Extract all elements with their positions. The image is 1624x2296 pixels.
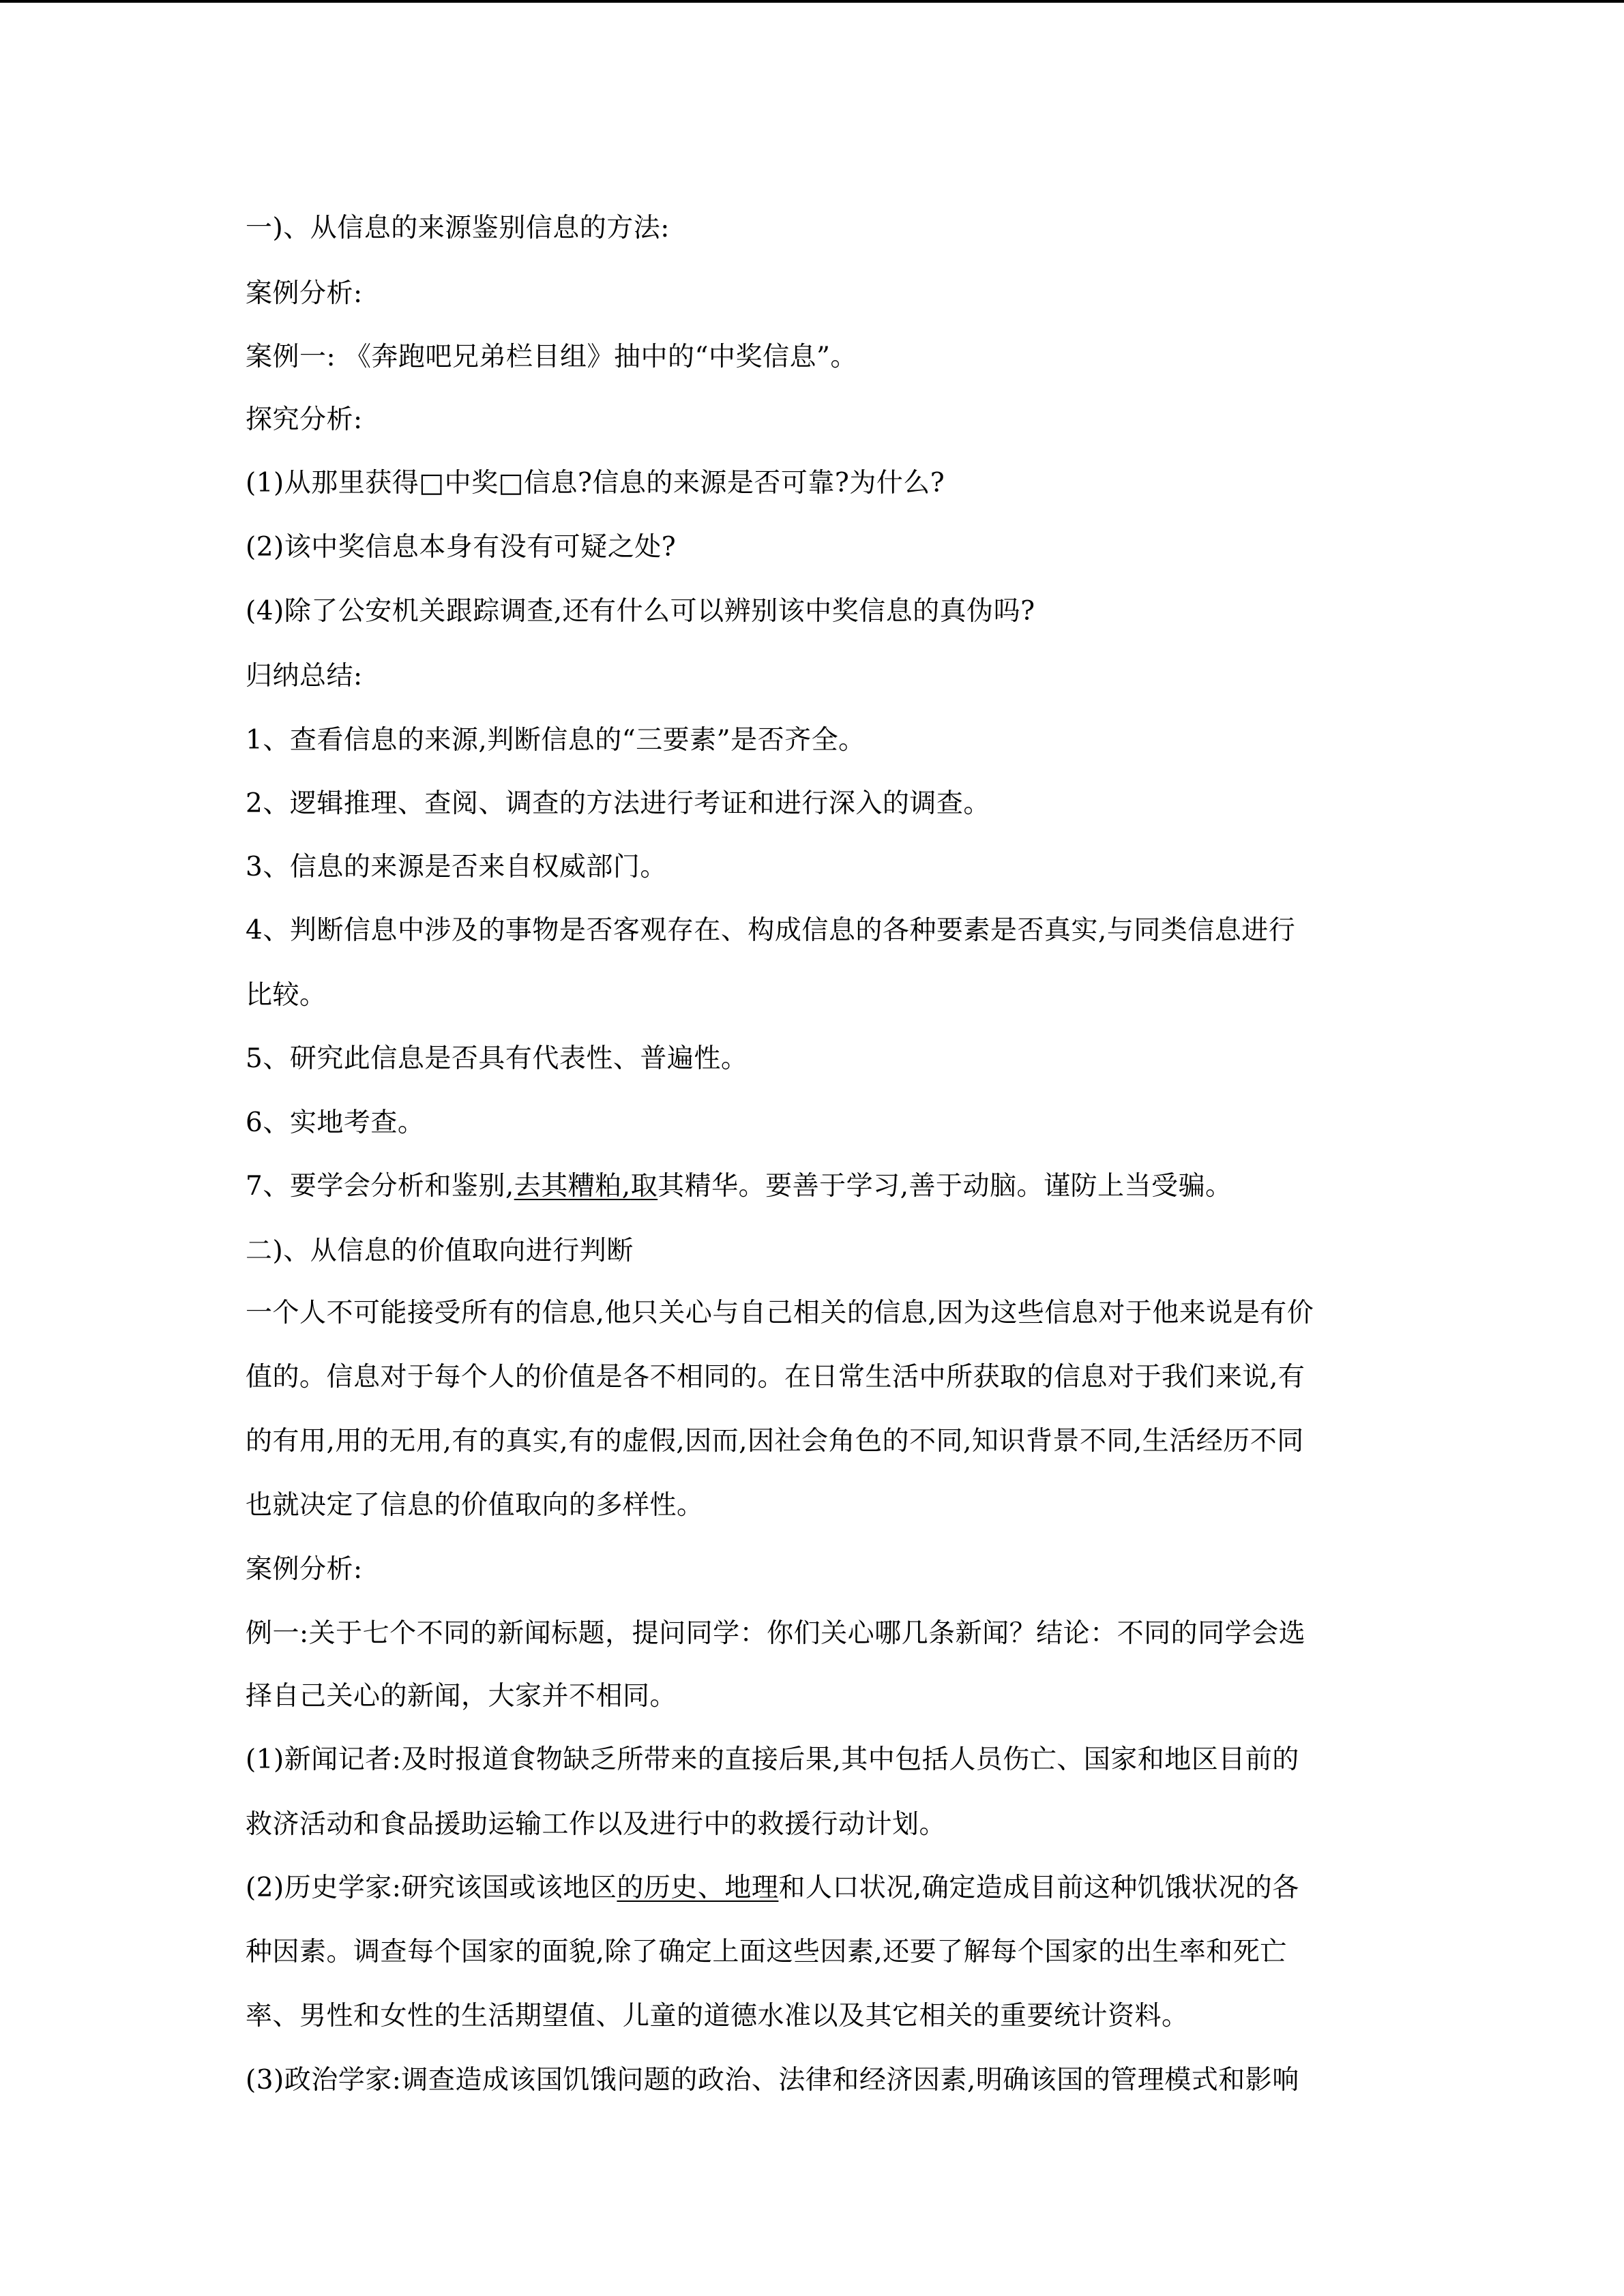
case-analysis-label: 案例分析: (246, 278, 363, 309)
summary-item-3: 3、信息的来源是否来自权威部门。 (246, 852, 667, 882)
example-one-line-1: 例一:关于七个不同的新闻标题，提问同学：你们关心哪几条新闻？结论：不同的同学会选 (246, 1618, 1306, 1649)
section-heading-source: 一)、从信息的来源鉴别信息的方法: (246, 213, 670, 243)
value-para-line-3: 的有用,用的无用,有的真实,有的虚假,因而,因社会角色的不同,知识背景不同,生活经历不同 (246, 1426, 1304, 1457)
summary-item-7-prefix: 7、要学会分析和鉴别, (246, 1171, 514, 1202)
page-top-border (0, 0, 1624, 3)
value-para-line-4: 也就决定了信息的价值取向的多样性。 (246, 1490, 704, 1521)
case-one-text: 案例一: 《奔跑吧兄弟栏目组》抽中的“中奖信息”。 (246, 342, 857, 372)
summary-item-4: 4、判断信息中涉及的事物是否客观存在、构成信息的各种要素是否真实,与同类信息进行 (246, 915, 1296, 946)
historian-suffix: 和人口状况,确定造成目前这种饥饿状况的各 (778, 1873, 1299, 1903)
historian-line-1 (246, 1875, 1299, 1901)
summary-item-7-underlined-1: 去其糟粕, (514, 1171, 631, 1202)
summary-item-7-suffix: 其精华。要善于学习,善于动脑。谨防上当受骗。 (658, 1171, 1232, 1202)
summary-item-5: 5、研究此信息是否具有代表性、普遍性。 (246, 1043, 748, 1074)
summary-item-7-underlined-2: 取 (630, 1171, 658, 1202)
value-para-line-2: 值的。信息对于每个人的价值是各不相同的。在日常生活中所获取的信息对于我们来说,有 (246, 1362, 1305, 1392)
historian-prefix: (2)历史学家:研究该国或该地区 (246, 1873, 617, 1903)
case-analysis-label-2: 案例分析: (246, 1554, 363, 1585)
value-para-line-1: 一个人不可能接受所有的信息,他只关心与自己相关的信息,因为这些信息对于他来说是有价 (246, 1298, 1314, 1328)
historian-underlined: 的历史、地理 (617, 1873, 779, 1903)
example-one-line-2: 择自己关心的新闻，大家并不相同。 (246, 1681, 677, 1712)
summary-item-2: 2、逻辑推理、查阅、调查的方法进行考证和进行深入的调查。 (246, 788, 990, 819)
journalist-line-1: (1)新闻记者:及时报道食物缺乏所带来的直接后果,其中包括人员伤亡、国家和地区目前的 (246, 1744, 1299, 1775)
summary-item-4-cont: 比较。 (246, 980, 327, 1011)
summary-item-6: 6、实地考查。 (246, 1107, 425, 1138)
historian-line-3: 率、男性和女性的生活期望值、儿童的道德水准以及其它相关的重要统计资料。 (246, 2001, 1189, 2031)
historian-line-2: 种因素。调查每个国家的面貌,除了确定上面这些因素,还要了解每个国家的出生率和死亡 (246, 1937, 1287, 1967)
inquiry-analysis-label: 探究分析: (246, 404, 363, 435)
question-4: (4)除了公安机关跟踪调查,还有什么可以辨别该中奖信息的真伪吗? (246, 596, 1035, 627)
summary-label: 归纳总结: (246, 661, 363, 691)
journalist-line-2: 救济活动和食品援助运输工作以及进行中的救援行动计划。 (246, 1809, 947, 1840)
political-scientist-line-1: (3)政治学家:调查造成该国饥饿问题的政治、法律和经济因素,明确该国的管理模式和影响 (246, 2065, 1299, 2096)
section-heading-value: 二)、从信息的价值取向进行判断 (246, 1236, 634, 1266)
summary-item-1: 1、查看信息的来源,判断信息的“三要素”是否齐全。 (246, 725, 866, 756)
summary-item-7 (246, 1171, 1232, 1202)
question-1: (1)从那里获得□中奖□信息?信息的来源是否可靠?为什么? (246, 468, 945, 498)
question-2: (2)该中奖信息本身有没有可疑之处? (246, 532, 677, 563)
